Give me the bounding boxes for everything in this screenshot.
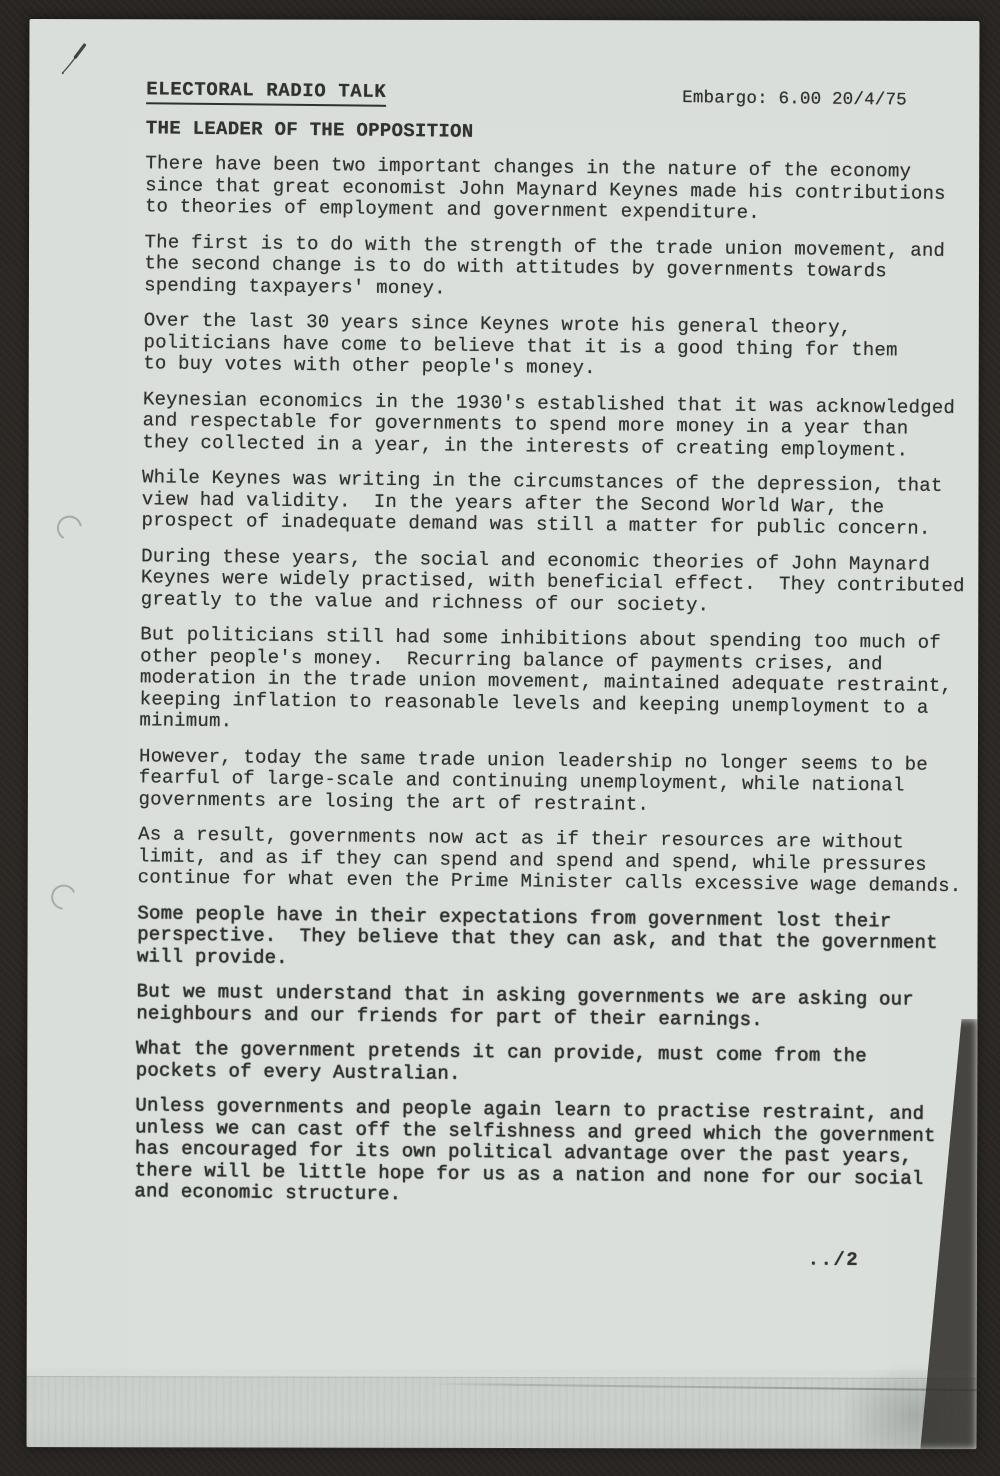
paragraph: The first is to do with the strength of the trade union movement, and the second change is to do with attitudes by governments towards spending taxpayers' money. <box>144 230 946 300</box>
paragraph: As a result, governments now act as if their resources are without limit, and as if they can spend and spend and spend, while pressures continue for what even the Prime Minister calls excessive wage demands. <box>137 823 962 898</box>
hole-punch-mark <box>54 513 84 543</box>
paragraph: Over the last 30 years since Keynes wrote his general theory, politicians have come to believe that it is a good thing for them to buy votes with other people's money. <box>143 309 898 380</box>
hole-punch-mark <box>49 882 79 912</box>
document-title: ELECTORAL RADIO TALK <box>146 79 386 106</box>
paragraph: There have been two important changes in the nature of the economy since that great economist John Maynard Keynes made his contributions to theories of employment and government expenditure. <box>144 152 946 224</box>
paragraph: During these years, the social and economic theories of John Maynard Keynes were widely practised, with beneficial effect. They contributed greatly to the value and richness of our society. <box>140 544 965 616</box>
paragraph: But we must understand that in asking governments we are asking our neighbours and our friends for part of their earnings. <box>136 980 914 1031</box>
header-row <box>146 79 979 110</box>
paragraph: But politicians still had some inhibitions about spending too much of other people's money. Recurring balance of payments crises, and moderation in the trade union movement, maintained adequate restraint, keeping inflation to reasonable levels and keeping unemployment to a minimum. <box>139 623 953 733</box>
paragraph: While Keynes was writing in the circumstances of the depression, that view had validity. In the years after the Second World War, the prospect of inadequate demand was still a matter for public concern. <box>141 466 943 540</box>
page-continuation-marker: ../2 <box>807 1247 860 1271</box>
paragraph: What the government pretends it can provide, must come from the pockets of every Australian. <box>135 1037 867 1085</box>
pen-tick-mark <box>56 35 100 79</box>
paragraph: Keynesian economics in the 1930's established that it was acknowledged and respectable for governments to spend more money in a year than they collected in a year, in the interests of creating employment. <box>142 387 956 462</box>
speaker-heading: THE LEADER OF THE OPPOSITION <box>145 116 474 143</box>
embargo-note: Embargo: 6.00 20/4/75 <box>682 88 908 111</box>
paper-page <box>27 19 980 1449</box>
paragraph: Some people have in their expectations from government lost their perspective. They believe that they can ask, and that the government will provide. <box>136 901 938 969</box>
paragraph: Unless governments and people again learn to practise restraint, and unless we can cast off the selfishness and greed which the government has encouraged for its own political advantage over the past years, there will be little hope for us as a nation and none for our social and economic structure. <box>134 1094 936 1206</box>
paragraph: However, today the same trade union leadership no longer seems to be fearful of large-scale and continuing unemployment, while national governments are losing the art of restraint. <box>138 744 929 816</box>
typewritten-content <box>134 79 980 1272</box>
